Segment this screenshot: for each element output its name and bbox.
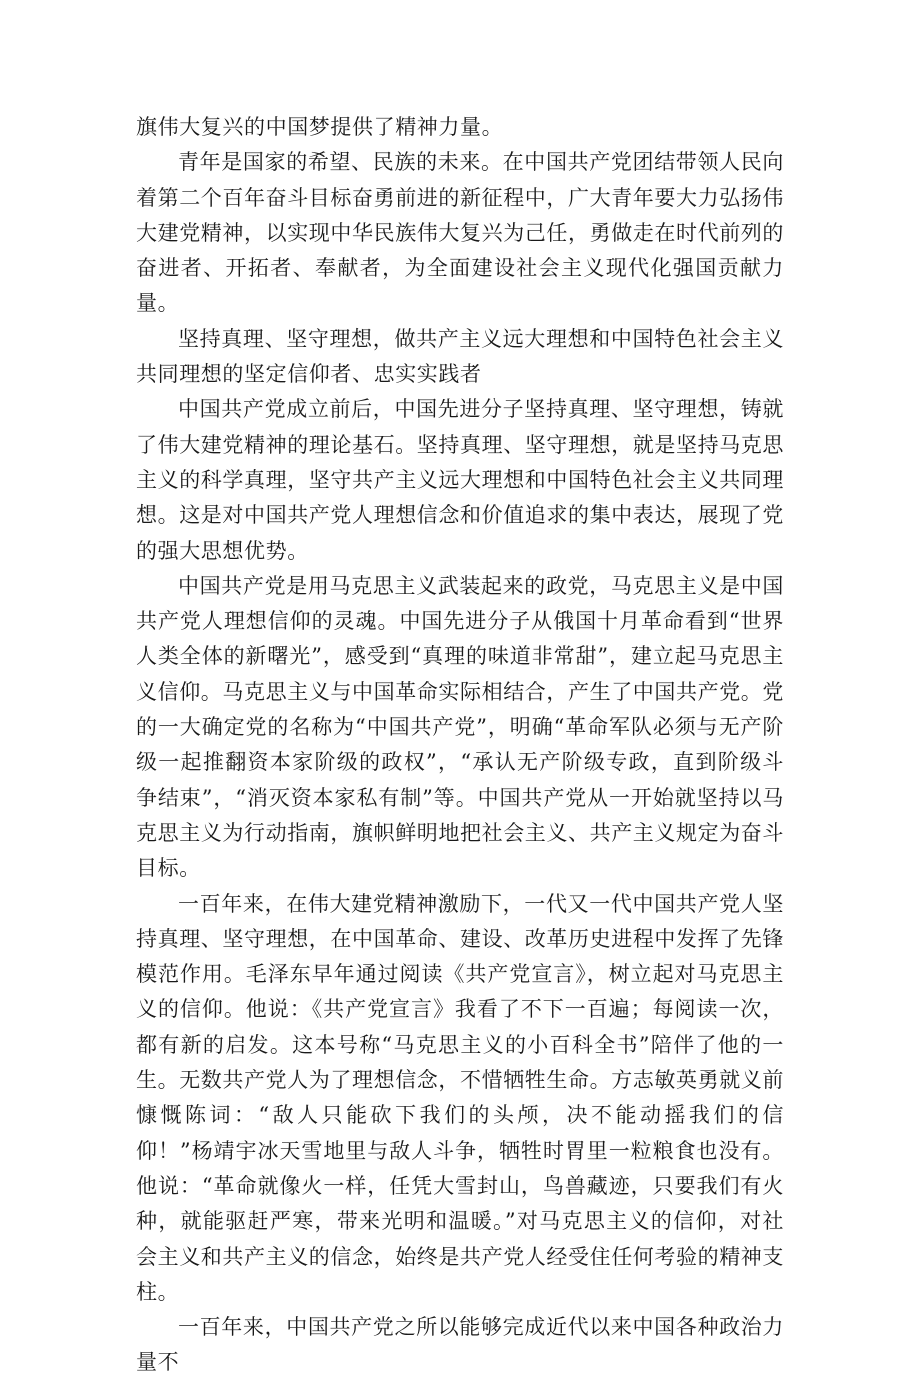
document-page (136, 110, 784, 1381)
paragraph-final: 一百年来，中国共产党之所以能够完成近代以来中国各种政治力量不 (136, 1315, 784, 1375)
paragraph-founding: 中国共产党成立前后，中国先进分子坚持真理、坚守理想，铸就了伟大建党精神的理论基石。坚持真理、坚守理想，就是坚持马克思主义的科学真理，坚守共产主义远大理想和中国特色社会主义共同理想。这是对中国共产党人理想信念和价值追求的集中表达，展现了党的强大思想优势。 (136, 397, 784, 563)
paragraph-century: 一百年来，在伟大建党精神激励下，一代又一代中国共产党人坚持真理、坚守理想，在中国革命、建设、改革历史进程中发挥了先锋模范作用。毛泽东早年通过阅读《共产党宣言》，树立起对马克思主义的信仰。他说：《共产党宣言》我看了不下一百遍；每阅读一次，都有新的启发。这本号称“马克思主义的小百科全书”陪伴了他的一生。无数共产党人为了理想信念，不惜牺牲生命。方志敏英勇就义前慷慨陈词：“敌人只能砍下我们的头颅，决不能动摇我们的信仰！”杨靖宇冰天雪地里与敌人斗争，牺牲时胃里一粒粮食也没有。他说：“革命就像火一样，任凭大雪封山，鸟兽藏迹，只要我们有火种，就能驱赶严寒，带来光明和温暖。”对马克思主义的信仰，对社会主义和共产主义的信念，始终是共产党人经受住任何考验的精神支柱。 (136, 891, 784, 1304)
section-heading: 坚持真理、坚守理想，做共产主义远大理想和中国特色社会主义共同理想的坚定信仰者、忠实实践者 (136, 326, 784, 387)
paragraph-marxism: 中国共产党是用马克思主义武装起来的政党，马克思主义是中国共产党人理想信仰的灵魂。中国先进分子从俄国十月革命看到“世界人类全体的新曙光”，感受到“真理的味道非常甜”，建立起马克思主义信仰。马克思主义与中国革命实际相结合，产生了中国共产党。党的一大确定党的名称为“中国共产党”，明确“革命军队必须与无产阶级一起推翻资本家阶级的政权”，“承认无产阶级专政，直到阶级斗争结束”，“消灭资本家私有制”等。中国共产党从一开始就坚持以马克思主义为行动指南，旗帜鲜明地把社会主义、共产主义规定为奋斗目标。 (136, 573, 784, 881)
paragraph-youth: 青年是国家的希望、民族的未来。在中国共产党团结带领人民向着第二个百年奋斗目标奋勇前进的新征程中，广大青年要大力弘扬伟大建党精神，以实现中华民族伟大复兴为己任，勇做走在时代前列的奋进者、开拓者、奉献者，为全面建设社会主义现代化强国贡献力量。 (136, 150, 784, 316)
paragraph-continuation: 旗伟大复兴的中国梦提供了精神力量。 (136, 115, 504, 139)
